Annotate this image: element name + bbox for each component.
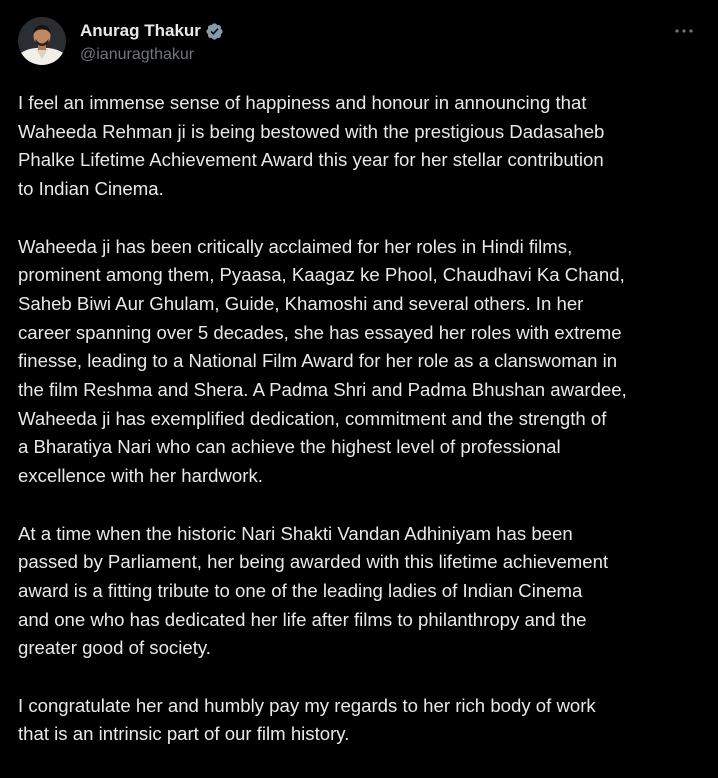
text-line: that is an intrinsic part of our film history.	[18, 723, 350, 745]
text-line: Waheeda ji has been critically acclaimed for her roles in Hindi films,	[18, 235, 573, 257]
tweet-paragraph	[18, 89, 708, 204]
verified-badge-icon[interactable]	[205, 22, 224, 41]
text-line: greater good of society.	[18, 637, 211, 659]
text-line: to Indian Cinema.	[18, 178, 164, 200]
tweet-text	[18, 89, 708, 778]
text-line: Waheeda Rehman ji is being bestowed with the prestigious Dadasaheb	[18, 120, 605, 142]
tweet-paragraph	[18, 520, 708, 664]
text-line: and one who has dedicated her life after films to philanthropy and the	[18, 608, 587, 630]
avatar-image	[18, 17, 66, 65]
text-line: Phalke Lifetime Achievement Award this year for her stellar contribution	[18, 149, 604, 171]
more-options-icon[interactable]	[672, 19, 696, 43]
text-line: award is a fitting tribute to one of the leading ladies of Indian Cinema	[18, 579, 583, 601]
text-line: Saheb Biwi Aur Ghulam, Guide, Khamoshi and several others. In her	[18, 292, 584, 314]
text-line: I feel an immense sense of happiness and honour in announcing that	[18, 92, 587, 113]
avatar[interactable]	[18, 17, 66, 65]
text-line: a Bharatiya Nari who can achieve the highest level of professional	[18, 436, 561, 458]
text-line: finesse, leading to a National Film Award for her role as a clanswoman in	[18, 350, 618, 372]
text-line: Waheeda ji has exemplified dedication, commitment and the strength of	[18, 407, 607, 429]
tweet-header	[18, 17, 700, 69]
text-line: the film Reshma and Shera. A Padma Shri and Padma Bhushan awardee,	[18, 379, 627, 401]
author-names	[80, 20, 224, 66]
tweet-paragraph	[18, 692, 708, 749]
display-name-row	[80, 20, 224, 42]
author-handle[interactable]: @ianuragthakur	[80, 46, 195, 63]
display-name[interactable]: Anurag Thakur	[80, 21, 201, 40]
text-line: At a time when the historic Nari Shakti Vandan Adhiniyam has been	[18, 522, 573, 544]
tweet-paragraph	[18, 233, 708, 491]
text-line: prominent among them, Pyaasa, Kaagaz ke Phool, Chaudhavi Ka Chand,	[18, 264, 625, 286]
text-line: career spanning over 5 decades, she has essayed her roles with extreme	[18, 321, 622, 343]
text-line: passed by Parliament, her being awarded with this lifetime achievement	[18, 551, 609, 573]
text-line: excellence with her hardwork.	[18, 465, 263, 487]
text-line: I congratulate her and humbly pay my regards to her rich body of work	[18, 694, 596, 716]
